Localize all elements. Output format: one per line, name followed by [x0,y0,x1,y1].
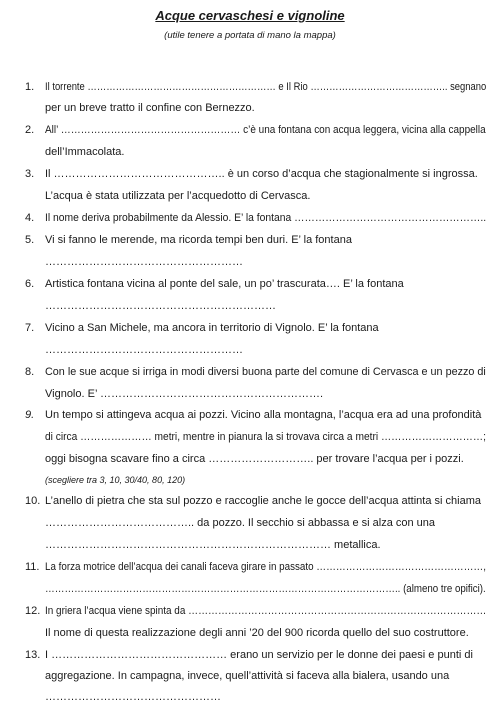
question-5-line-2: ……………………………………………… [45,256,243,268]
question-12-line-2: Il nome di questa realizzazione degli anni ’20 del 900 ricorda quello del suo costruttore. [45,627,469,639]
question-3-line-1: Il ……………………………………….. è un corso d’acqua che stagionalmente si ingrossa. [45,168,478,180]
question-9-line-1: Un tempo si attingeva acqua ai pozzi. Vicino alla montagna, l’acqua era ad una profondità [45,409,482,421]
question-number-9: 9. [25,409,35,421]
question-1-line-2: per un breve tratto il confine con Bernezzo. [45,102,255,114]
question-8-line-1: Con le sue acque si irriga in modi diversi buona parte del comune di Cervasca e un pezzo di [45,366,486,378]
question-number-13: 13. [25,649,41,661]
page-title: Acque cervaschesi e vignoline [155,8,345,23]
question-8-line-2: Vignolo. E’ ……………………………………………………. [45,388,324,400]
page-subtitle: (utile tenere a portata di mano la mappa) [164,30,336,41]
question-6-line-1: Artistica fontana vicina al ponte del sale, un po’ trascurata…. E’ la fontana [45,278,404,290]
question-7-line-1: Vicino a San Michele, ma ancora in territorio di Vignolo. E’ la fontana [45,322,379,334]
question-2-line-2: dell’Immacolata. [45,146,125,158]
question-3-line-2: L’acqua è stata utilizzata per l’acquedotto di Cervasca. [45,190,311,202]
question-11-line-1: La forza motrice dell’acqua dei canali faceva girare in passato ……………………………………………, [45,561,486,573]
question-7-line-2: ……………………………………………… [45,344,243,356]
question-4-line-1: Il nome deriva probabilmente da Alessio. E’ la fontana ……………………………………………….. [45,212,487,224]
question-number-10: 10. [25,495,41,507]
question-number-5: 5. [25,234,35,246]
question-12-line-1: In griera l’acqua viene spinta da ……………………………………………………………………………… [45,605,487,617]
question-number-4: 4. [25,212,35,224]
question-13-line-1: I ………………………………………… erano un servizio per le donne dei paesi e punti di [45,649,473,661]
question-10-line-2: ………………………………….. da pozzo. Il secchio si abbassa e si alza con una [45,517,436,529]
question-13-line-3: ………………………………………… [45,691,221,703]
question-number-7: 7. [25,322,35,334]
question-11-line-2: ……………………………………………………………………………………………….. (almeno tre opifici). [45,583,486,595]
question-10-line-1: L’anello di pietra che sta sul pozzo e raccoglie anche le gocce dell’acqua attinta si chiama [45,495,481,507]
question-1-line-1: Il torrente …………………………………………………… e Il Rio …………………………………….. segnano [45,81,487,93]
question-number-6: 6. [25,278,35,290]
question-13-line-2: aggregazione. In campagna, invece, quell’attività si faceva alla bialera, usando una [45,670,450,682]
question-6-line-2: ……………………………………………………… [45,300,276,312]
question-number-3: 3. [25,168,35,180]
question-number-1: 1. [25,81,35,93]
question-9-line-3: oggi bisogna scavare fino a circa ……………………….. per trovare l’acqua per i pozzi. [45,453,464,465]
question-9-line-2: di circa ………………… metri, mentre in pianura la si trovava circa a metri …………………………; [45,431,486,443]
question-number-12: 12. [25,605,41,617]
question-number-11: 11. [25,561,40,573]
question-10-line-3: …………………………………………………………………… metallica. [45,539,381,551]
question-5-line-1: Vi si fanno le merende, ma ricorda tempi ben duri. E’ la fontana [45,234,352,246]
question-number-8: 8. [25,366,35,378]
question-9-hint: (scegliere tra 3, 10, 30/40, 80, 120) [45,475,186,485]
question-2-line-1: All’ ……………………………………………… c’è una fontana con acqua leggera, vicina alla cappella [45,124,486,136]
question-number-2: 2. [25,124,35,136]
